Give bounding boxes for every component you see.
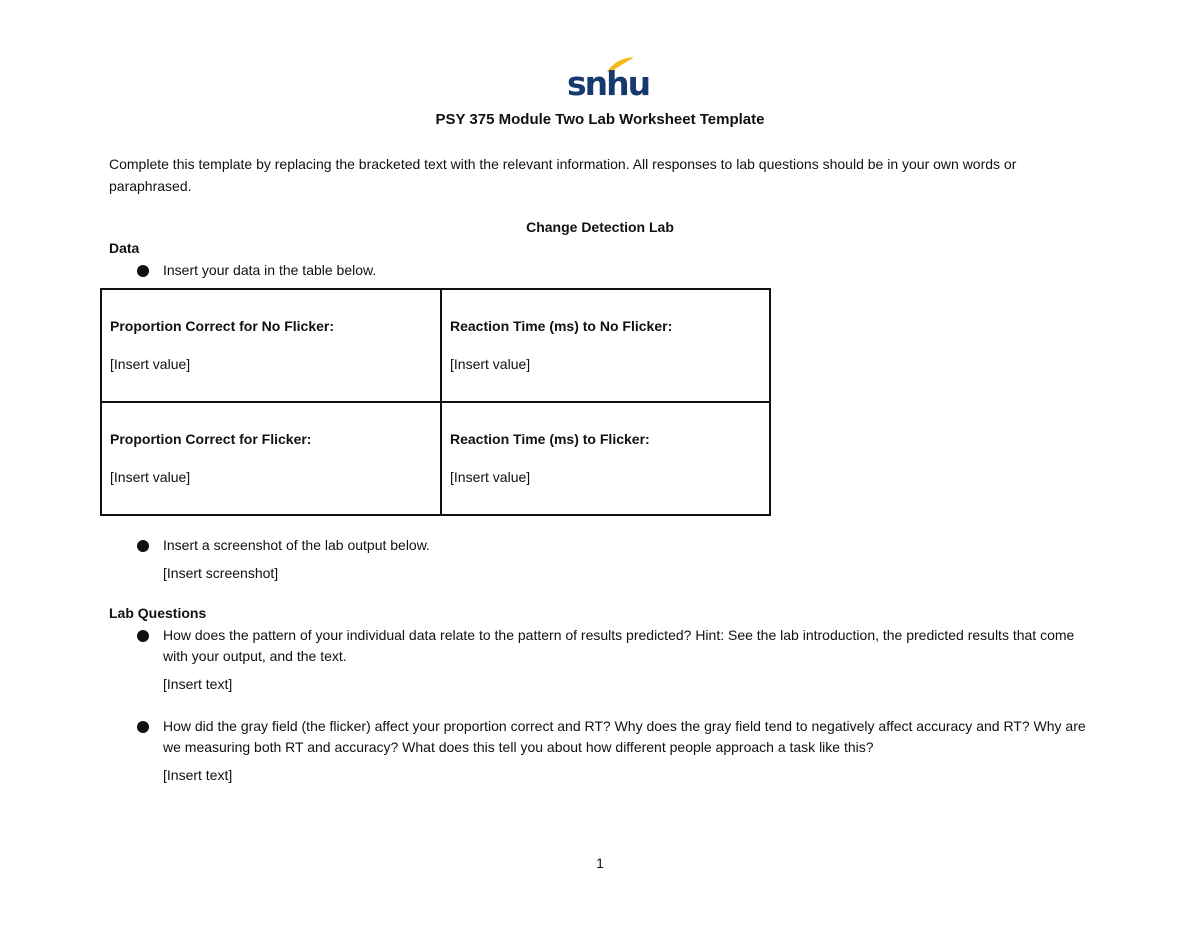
snhu-logo: [565, 56, 650, 104]
question-text: How does the pattern of your individual data relate to the pattern of results predicted? Hint: See the lab introduction, the predicted results that come with your output, and the text.: [163, 627, 1075, 664]
bullet-icon: [137, 265, 149, 277]
cell-value[interactable]: [Insert value]: [450, 356, 531, 372]
table-cell[interactable]: [441, 402, 770, 515]
cell-label: Proportion Correct for No Flicker:: [110, 318, 335, 334]
data-table: [100, 288, 771, 516]
bullet-icon: [137, 630, 149, 642]
table-row: [101, 402, 770, 515]
cell-label: Proportion Correct for Flicker:: [110, 431, 312, 447]
answer-placeholder-1[interactable]: [Insert text]: [163, 676, 233, 692]
bullet-icon: [137, 721, 149, 733]
bullet-icon: [137, 540, 149, 552]
bullet-text: Insert a screenshot of the lab output below.: [163, 537, 430, 553]
cell-value[interactable]: [Insert value]: [450, 469, 531, 485]
logo-wordmark: snhu: [567, 64, 650, 103]
cell-value[interactable]: [Insert value]: [110, 356, 191, 372]
page-number: 1: [596, 855, 604, 871]
screenshot-placeholder[interactable]: [Insert screenshot]: [163, 565, 279, 581]
intro-paragraph: Complete this template by replacing the bracketed text with the relevant information. All responses to lab questions should be in your own words or paraphrased.: [109, 156, 1017, 194]
answer-placeholder-2[interactable]: [Insert text]: [163, 767, 233, 783]
table-cell[interactable]: [101, 402, 441, 515]
question-text: How did the gray field (the flicker) affect your proportion correct and RT? Why does the gray field tend to negatively affect accuracy and RT? Why are we measuring both RT and accuracy? What does this tell you about how different people approach a task like this?: [163, 718, 1086, 755]
table-row: [101, 289, 770, 402]
cell-label: Reaction Time (ms) to No Flicker:: [450, 318, 673, 334]
data-heading: Data: [109, 240, 140, 256]
lab-questions-heading: Lab Questions: [109, 605, 207, 621]
bullet-text: Insert your data in the table below.: [163, 262, 377, 278]
cell-value[interactable]: [Insert value]: [110, 469, 191, 485]
cell-label: Reaction Time (ms) to Flicker:: [450, 431, 650, 447]
table-cell[interactable]: [101, 289, 441, 402]
table-cell[interactable]: [441, 289, 770, 402]
section-title: Change Detection Lab: [526, 219, 674, 235]
page-title: PSY 375 Module Two Lab Worksheet Template: [435, 111, 765, 128]
